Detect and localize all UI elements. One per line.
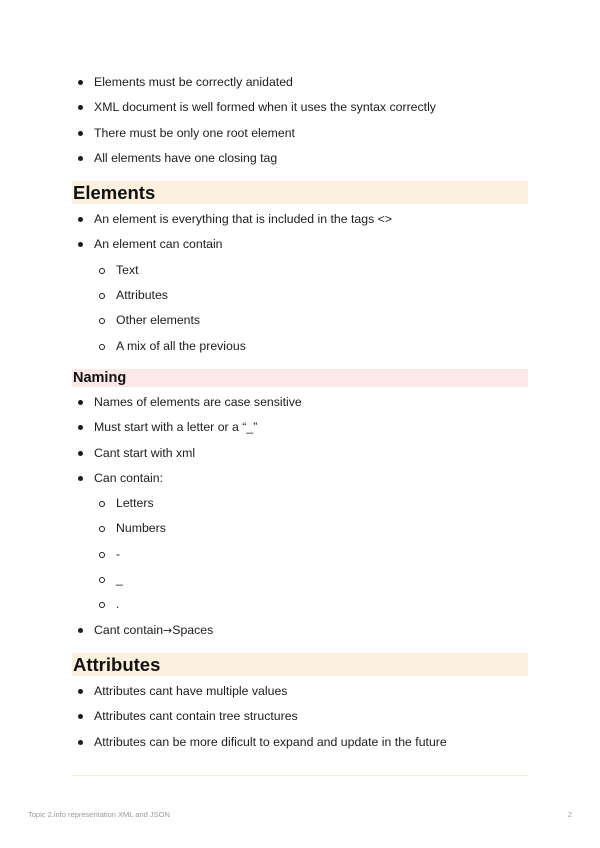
bullet-icon <box>78 714 83 719</box>
list-item: An element is everything that is included in the tags <> <box>72 207 528 232</box>
right-arrow-icon: → <box>163 623 173 637</box>
elements-sublist <box>94 258 528 359</box>
list-item: Attributes can be more dificult to expand and update in the future <box>72 730 528 755</box>
bullet-icon <box>78 400 83 405</box>
bullet-icon <box>78 425 83 430</box>
list-item: Must start with a letter or a “_” <box>72 415 528 440</box>
hollow-bullet-icon <box>99 552 105 558</box>
elements-list <box>72 207 528 359</box>
bullet-icon <box>78 451 83 456</box>
list-item: Elements must be correctly anidated <box>72 70 528 95</box>
list-item: All elements have one closing tag <box>72 146 528 171</box>
footer-title: Topic 2.info representation XML and JSON <box>28 810 170 819</box>
sub-list-item: A mix of all the previous <box>94 334 528 359</box>
list-item: Cant start with xml <box>72 441 528 466</box>
bullet-icon <box>78 217 83 222</box>
list-item: Names of elements are case sensitive <box>72 390 528 415</box>
list-item: Cant contain→Spaces <box>72 618 528 643</box>
page-number: 2 <box>567 810 572 819</box>
hollow-bullet-icon <box>99 318 105 324</box>
naming-heading: Naming <box>72 369 528 387</box>
sub-list-item: Numbers <box>94 516 528 541</box>
hollow-bullet-icon <box>99 344 105 350</box>
sub-list-item: Other elements <box>94 308 528 333</box>
list-item: Attributes cant contain tree structures <box>72 704 528 729</box>
hollow-bullet-icon <box>99 602 105 608</box>
attributes-heading: Attributes <box>72 653 528 676</box>
naming-sublist <box>94 491 528 617</box>
elements-heading: Elements <box>72 181 528 204</box>
list-item: XML document is well formed when it uses the syntax correctly <box>72 95 528 120</box>
list-item: An element can contain Text Attributes Other elements A mix of all the previous <box>72 232 528 358</box>
attributes-list <box>72 679 528 755</box>
bullet-icon <box>78 156 83 161</box>
bullet-icon <box>78 740 83 745</box>
hollow-bullet-icon <box>99 577 105 583</box>
bullet-icon <box>78 242 83 247</box>
naming-list <box>72 390 528 643</box>
sub-list-item: Letters <box>94 491 528 516</box>
sub-list-item: _ <box>94 567 528 592</box>
sub-list-item: - <box>94 542 528 567</box>
bullet-icon <box>78 131 83 136</box>
sub-list-item: Attributes <box>94 283 528 308</box>
sub-list-item: . <box>94 592 528 617</box>
bullet-icon <box>78 689 83 694</box>
bullet-icon <box>78 80 83 85</box>
hollow-bullet-icon <box>99 268 105 274</box>
bullet-icon <box>78 628 83 633</box>
section-divider <box>72 775 528 776</box>
list-item: Can contain: Letters Numbers - _ . <box>72 466 528 618</box>
intro-list <box>72 70 528 171</box>
bullet-icon <box>78 476 83 481</box>
hollow-bullet-icon <box>99 501 105 507</box>
hollow-bullet-icon <box>99 526 105 532</box>
hollow-bullet-icon <box>99 293 105 299</box>
page-content <box>72 70 528 755</box>
bullet-icon <box>78 105 83 110</box>
list-item: There must be only one root element <box>72 121 528 146</box>
sub-list-item: Text <box>94 258 528 283</box>
list-item: Attributes cant have multiple values <box>72 679 528 704</box>
